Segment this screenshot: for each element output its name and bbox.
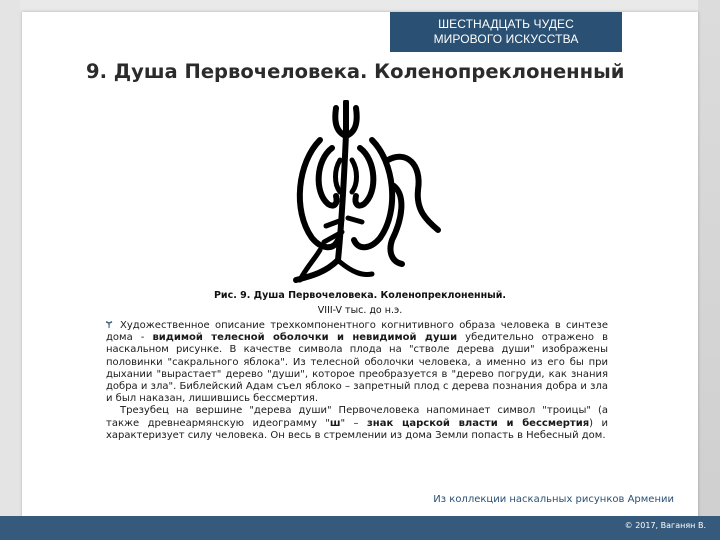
slide-title: 9. Душа Первочеловека. Коленопреклоненный bbox=[86, 60, 625, 83]
bullet-icon: Ɏ bbox=[106, 320, 113, 331]
figure-caption: Рис. 9. Душа Первочеловека. Коленопреклоненный. bbox=[213, 290, 507, 301]
p1-bold-1: видимой телесной оболочки и невидимой души bbox=[152, 332, 458, 344]
figure-date: VIII-V тыс. до н.э. bbox=[317, 305, 403, 316]
petroglyph-figure bbox=[276, 100, 466, 290]
p1-text-2: убедительно отражено в наскальном рисунке. В качестве символа плода на "стволе дерева души" изображены половинки "сакрального яблока". Из телесной оболочки человека, а именно из его бы при дыхании "вырастает" дерево "души", которое преобразуется в "дерево погруди, как знания добра и зла". Библейский Адам съел яблоко – запретный плод с дерева познания добра и зла и был наказан, лишившись бессмертия. bbox=[106, 332, 608, 405]
petroglyph-trident-figure-icon bbox=[276, 100, 466, 290]
p2-bold-1: ш bbox=[329, 417, 341, 429]
p1-text-1: Художественное описание трехкомпонентного когнитивного образа человека в синтезе дома - bbox=[106, 320, 608, 344]
header-band bbox=[390, 12, 622, 52]
body-text bbox=[106, 320, 608, 442]
header-line-2: МИРОВОГО ИСКУССТВА bbox=[433, 32, 579, 46]
p2-text-1: Трезубец на вершине "дерева души" Первочеловека напоминает символ "троицы" (а также древнеармянскую идеограмму " bbox=[106, 405, 608, 429]
footer-band bbox=[0, 516, 720, 540]
header-line-1: ШЕСТНАДЦАТЬ ЧУДЕС bbox=[438, 17, 574, 31]
p2-text-3: ) и характеризует силу человека. Он весь в стремлении из дома Земли попасть в Небесный дом. bbox=[106, 417, 608, 441]
p2-text-2: " – bbox=[340, 417, 367, 429]
right-margin bbox=[698, 0, 720, 540]
copyright-footer: © 2017, Ваганян В. bbox=[624, 521, 706, 530]
left-margin bbox=[0, 0, 20, 540]
paragraph-2 bbox=[106, 405, 608, 442]
p2-bold-2: знак царской власти и бессмертия bbox=[366, 417, 590, 429]
paragraph-1 bbox=[106, 320, 608, 405]
source-note: Из коллекции наскальных рисунков Армении bbox=[433, 494, 674, 505]
